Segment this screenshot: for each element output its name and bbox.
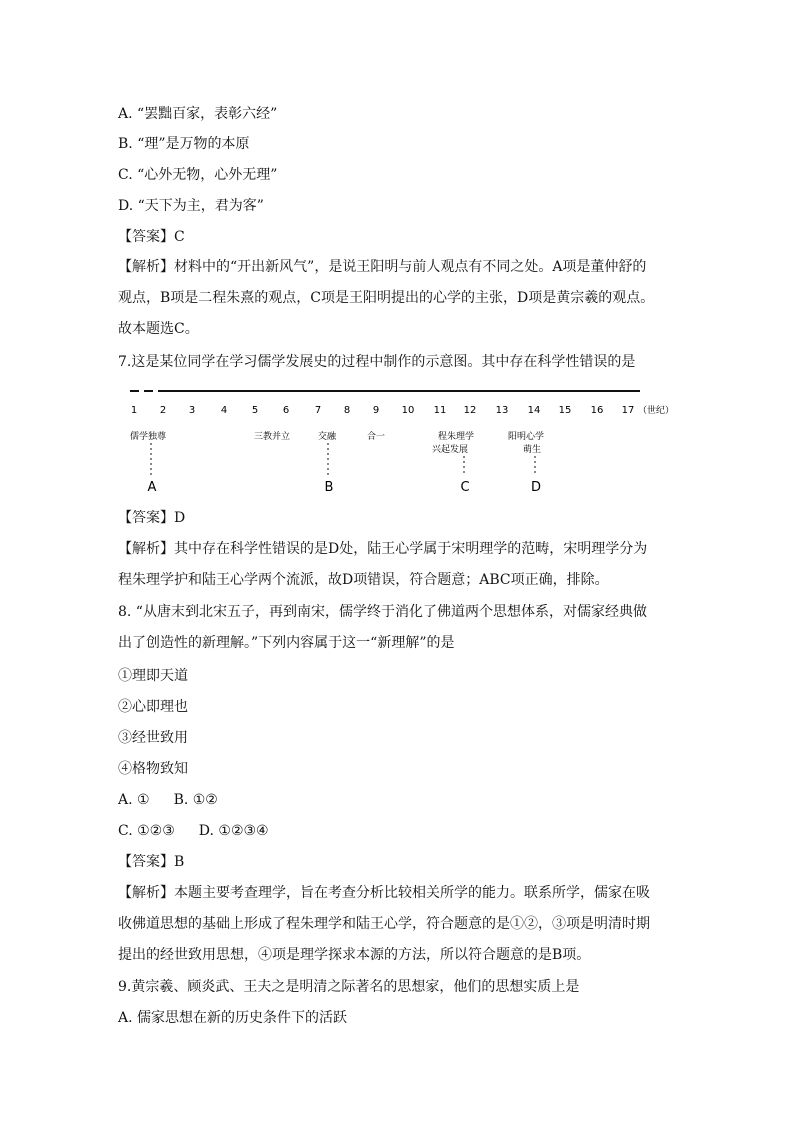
q6-option-b: B. “理”是万物的本原 bbox=[118, 136, 250, 152]
event-heyi: 合一 bbox=[367, 432, 386, 442]
q8-option-a: A. ① bbox=[118, 792, 150, 808]
tick-12: 12 bbox=[463, 405, 477, 416]
tick-7: 7 bbox=[314, 405, 322, 416]
q6-answer: 【答案】C bbox=[118, 229, 185, 245]
event-mengsheng: 萌生 bbox=[523, 445, 542, 455]
tick-2: 2 bbox=[159, 405, 167, 416]
q8-item-4: ④格物致知 bbox=[118, 761, 188, 777]
tick-1: 1 bbox=[130, 405, 138, 416]
q8-options-row-2 bbox=[118, 822, 269, 840]
tick-4: 4 bbox=[220, 405, 228, 416]
marker-b: B bbox=[324, 480, 334, 495]
q8-answer: 【答案】B bbox=[118, 854, 185, 870]
q8-options-row-1 bbox=[118, 791, 218, 809]
marker-a: A bbox=[147, 480, 157, 495]
q8-item-3: ③经世致用 bbox=[118, 730, 188, 746]
event-rujia-duzun: 儒学独尊 bbox=[130, 432, 167, 442]
q7-answer: 【答案】D bbox=[118, 510, 186, 526]
q6-option-d: D. “天下为主，君为客” bbox=[118, 198, 264, 214]
tick-11: 11 bbox=[433, 405, 447, 416]
event-yangming-xinxue: 阳明心学 bbox=[508, 432, 545, 442]
tick-5: 5 bbox=[251, 405, 259, 416]
tick-6: 6 bbox=[282, 405, 290, 416]
q8-option-d: D. ①②③④ bbox=[198, 823, 269, 839]
q8-analysis: 【解析】本题主要考查理学，旨在考查分析比较相关所学的能力。联系所学，儒家在吸收佛道思想的基础上形成了程朱理学和陆王心学，符合题意的是①②，③项是明清时期提出的经世致用思想，④项是理学探求本源的方法，所以符合题意的是B项。 bbox=[118, 885, 650, 963]
q8-stem: 8. “从唐末到北宋五子，再到南宋，儒学终于消化了佛道两个思想体系，对儒家经典做出了创造性的新理解。”下列内容属于这一“新理解”的是 bbox=[118, 604, 647, 651]
q8-item-2: ②心即理也 bbox=[118, 699, 188, 715]
tick-8: 8 bbox=[343, 405, 351, 416]
marker-d: D bbox=[530, 480, 542, 495]
timeline-diagram bbox=[118, 380, 718, 500]
tick-17: 17 bbox=[621, 405, 635, 416]
q6-option-c: C. “心外无物，心外无理” bbox=[118, 167, 278, 183]
event-xingqi-fazhan: 兴起发展 bbox=[432, 445, 469, 455]
q8-option-c: C. ①②③ bbox=[118, 823, 175, 839]
tick-16: 16 bbox=[590, 405, 604, 416]
q9-option-a: A. 儒家思想在新的历史条件下的活跃 bbox=[118, 1010, 348, 1026]
tick-unit: （世纪） bbox=[638, 406, 675, 416]
event-sanjiao-bingli: 三教并立 bbox=[254, 432, 291, 442]
q9-stem: 9.黄宗羲、顾炎武、王夫之是明清之际著名的思想家，他们的思想实质上是 bbox=[118, 979, 580, 995]
event-chengzhu-lixue: 程朱理学 bbox=[438, 432, 475, 442]
event-jiaorong: 交融 bbox=[318, 432, 337, 442]
q8-option-b: B. ①② bbox=[173, 792, 218, 808]
tick-14: 14 bbox=[527, 405, 541, 416]
q7-analysis: 【解析】其中存在科学性错误的是D处，陆王心学属于宋明理学的范畴，宋明理学分为程朱理学护和陆王心学两个流派，故D项错误，符合题意；ABC项正确，排除。 bbox=[118, 541, 648, 588]
tick-10: 10 bbox=[401, 405, 415, 416]
q8-item-1: ①理即天道 bbox=[118, 668, 188, 684]
tick-13: 13 bbox=[495, 405, 509, 416]
tick-9: 9 bbox=[372, 405, 380, 416]
tick-3: 3 bbox=[188, 405, 196, 416]
marker-c: C bbox=[460, 480, 470, 495]
q6-option-a: A. “罢黜百家，表彰六经” bbox=[118, 106, 278, 122]
tick-15: 15 bbox=[558, 405, 572, 416]
q7-stem: 7.这是某位同学在学习儒学发展史的过程中制作的示意图。其中存在科学性错误的是 bbox=[118, 354, 636, 370]
q6-analysis: 【解析】材料中的“开出新风气”，是说王阳明与前人观点有不同之处。A项是董仲舒的观点，B项是二程朱熹的观点，C项是王阳明提出的心学的主张，D项是黄宗羲的观点。故本题选C。 bbox=[118, 259, 655, 337]
